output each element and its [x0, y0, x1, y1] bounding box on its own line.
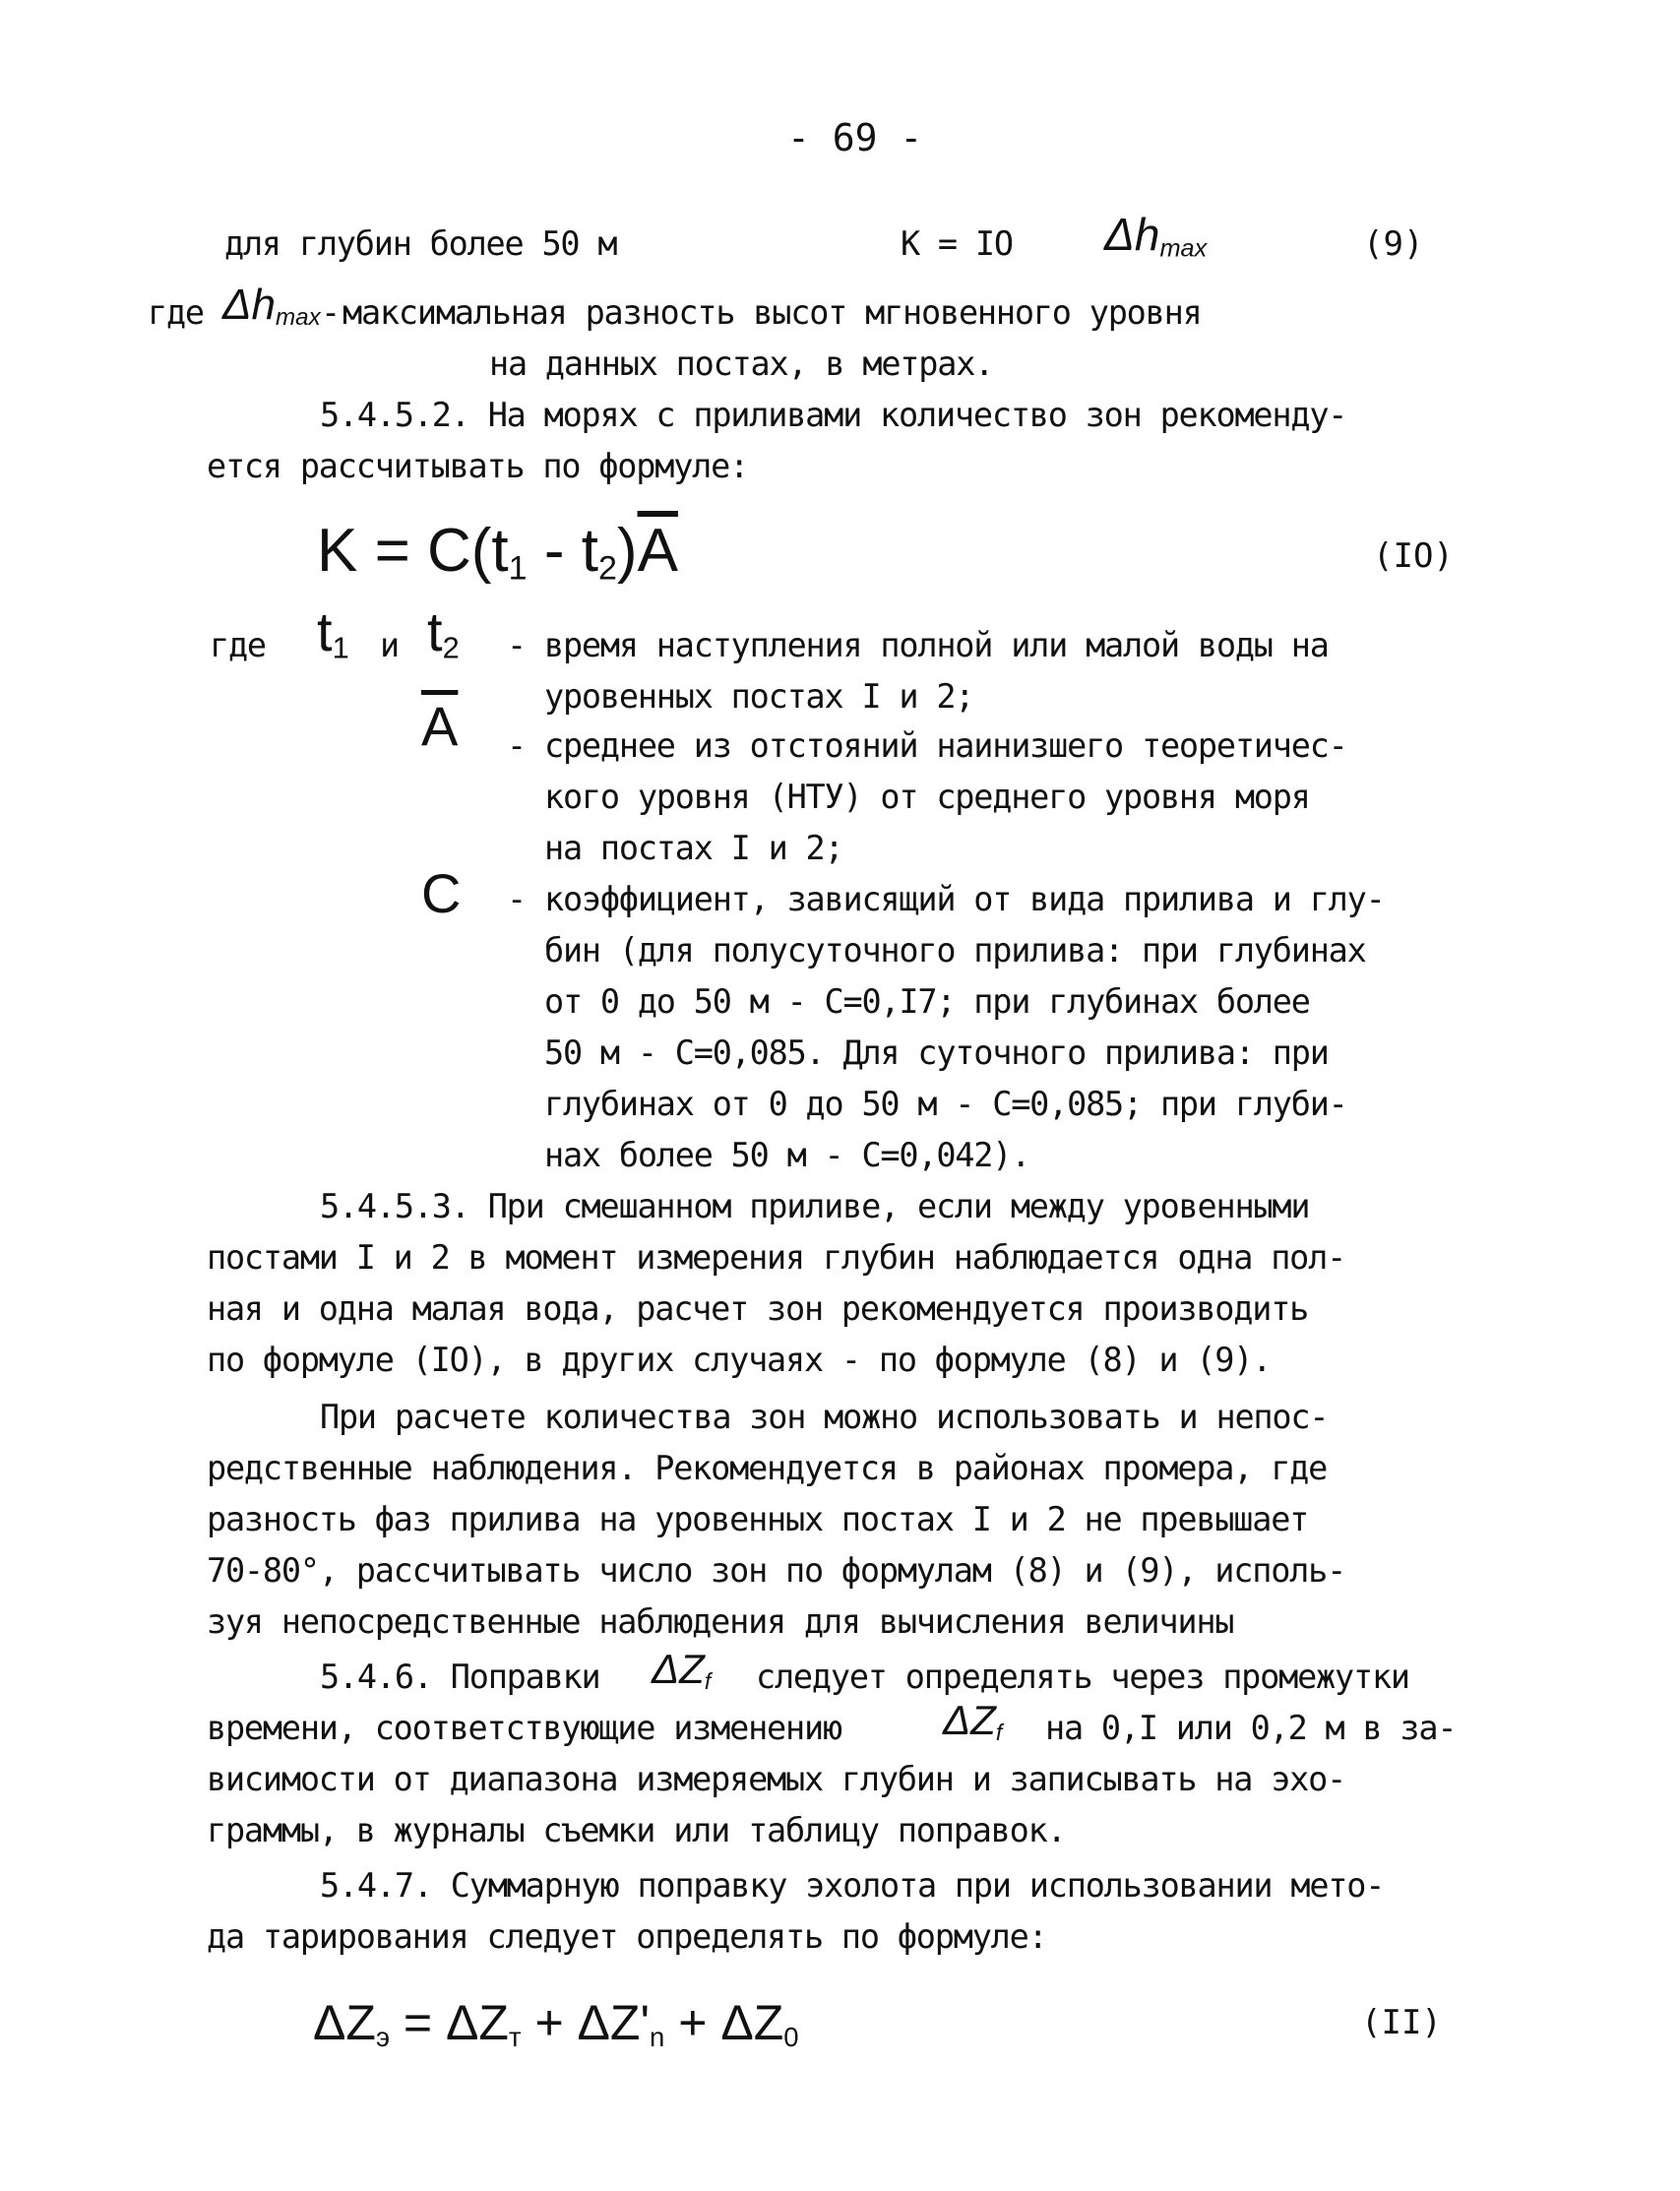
- c-symbol: C: [421, 862, 462, 924]
- paragraph-5-4-6-line: времени, соответствующие изменению: [207, 1709, 841, 1747]
- a-definition-line: кого уровня (НТУ) от среднего уровня моря: [544, 778, 1310, 816]
- paragraph-5-4-5-2-line: ется рассчитывать по формуле:: [207, 447, 749, 485]
- paragraph-5-4-6-line: 5.4.6. Поправки: [320, 1658, 600, 1696]
- c-definition-line: от 0 до 50 м - C=0,I7; при глубинах более: [544, 982, 1310, 1021]
- formula-11-expression: $\Delta Z_э = \Delta Z_т + \Delta Z'_n + \Delta Z_0$: [313, 1995, 799, 2052]
- paragraph-direct-observations-line: При расчете количества зон можно использовать и непос-: [320, 1398, 1329, 1436]
- formula-9-rhs: $\Delta h_{max}$: [1104, 209, 1208, 263]
- paragraph-5-4-5-2-line: 5.4.5.2. На морях с приливами количество зон рекоменду-: [320, 396, 1347, 434]
- dh-max-definition-line: на данных постах, в метрах.: [489, 344, 994, 383]
- paragraph-5-4-6-line: граммы, в журналы съемки или таблицу поправок.: [207, 1811, 1066, 1849]
- definition-dash: -: [507, 880, 528, 918]
- paragraph-5-4-7-line: да тарирования следует определять по формуле:: [207, 1917, 1047, 1956]
- formula-9-number: (9): [1363, 224, 1424, 264]
- formula-9-condition: для глубин более 50 м: [224, 224, 617, 263]
- dh-max-symbol: $\Delta h_{max}$: [222, 281, 321, 332]
- t2-symbol: $t_2$: [427, 600, 460, 665]
- page-number: - 69 -: [787, 116, 923, 159]
- paragraph-5-4-6-line: следует определять через промежутки: [756, 1658, 1409, 1696]
- formula-11-number: (II): [1361, 2003, 1442, 2042]
- a-bar-symbol: $\overline{A}$: [421, 695, 459, 757]
- definition-dash: -: [507, 626, 528, 664]
- paragraph-direct-observations-line: разность фаз прилива на уровенных постах I и 2 не превышает: [207, 1500, 1309, 1538]
- c-definition-line: глубинах от 0 до 50 м - C=0,085; при глуби-: [544, 1085, 1347, 1123]
- paragraph-5-4-6-line: на 0,I или 0,2 м в за-: [1045, 1709, 1457, 1747]
- paragraph-direct-observations-line: зуя непосредственные наблюдения для вычисления величины: [207, 1602, 1234, 1641]
- definition-dash: -: [321, 293, 342, 332]
- paragraph-5-4-5-3-line: ная и одна малая вода, расчет зон рекомендуется производить: [207, 1289, 1309, 1328]
- c-definition-line: бин (для полусуточного прилива: при глубинах: [544, 931, 1366, 970]
- c-definition-line: коэффициент, зависящий от вида прилива и глу-: [544, 880, 1385, 918]
- a-definition-line: среднее из отстояний наинизшего теоретичес-: [544, 726, 1347, 765]
- delta-z-f-symbol: $\Delta Z_f$: [943, 1697, 1003, 1745]
- t-definition-line: уровенных постах I и 2;: [544, 677, 974, 716]
- definition-dash: -: [507, 726, 528, 765]
- formula-9-lhs: K = IO: [901, 224, 1013, 263]
- dh-max-definition-line: максимальная разность высот мгновенного уровня: [342, 293, 1202, 332]
- formula-10-expression: $K = C(t_1 - t_2)\overline{A}$: [317, 517, 678, 588]
- paragraph-5-4-7-line: 5.4.7. Суммарную поправку эхолота при использовании мето-: [320, 1866, 1385, 1905]
- paragraph-5-4-5-3-line: постами I и 2 в момент измерения глубин наблюдается одна пол-: [207, 1238, 1346, 1277]
- paragraph-5-4-5-3-line: 5.4.5.3. При смешанном приливе, если между уровенными: [320, 1187, 1310, 1225]
- delta-z-f-symbol: $\Delta Z_f$: [652, 1646, 712, 1694]
- paragraph-direct-observations-line: 70-80°, рассчитывать число зон по формулам (8) и (9), исполь-: [207, 1551, 1346, 1590]
- formula-10-number: (IO): [1373, 536, 1454, 576]
- t1-symbol: $t_1$: [317, 600, 349, 665]
- paragraph-5-4-6-line: висимости от диапазона измеряемых глубин и записывать на эхо-: [207, 1760, 1346, 1798]
- a-definition-line: на постах I и 2;: [544, 829, 843, 867]
- paragraph-5-4-5-3-line: по формуле (IO), в других случаях - по формуле (8) и (9).: [207, 1341, 1272, 1379]
- where-label-10: где: [210, 626, 266, 664]
- paragraph-direct-observations-line: редственные наблюдения. Рекомендуется в районах промера, где: [207, 1449, 1328, 1487]
- c-definition-line: нах более 50 м - C=0,042).: [544, 1136, 1030, 1174]
- t-definition-line: время наступления полной или малой воды на: [544, 626, 1329, 664]
- where-label-9: где: [148, 293, 204, 332]
- and-word: и: [380, 626, 399, 664]
- c-definition-line: 50 м - C=0,085. Для суточного прилива: при: [544, 1033, 1329, 1072]
